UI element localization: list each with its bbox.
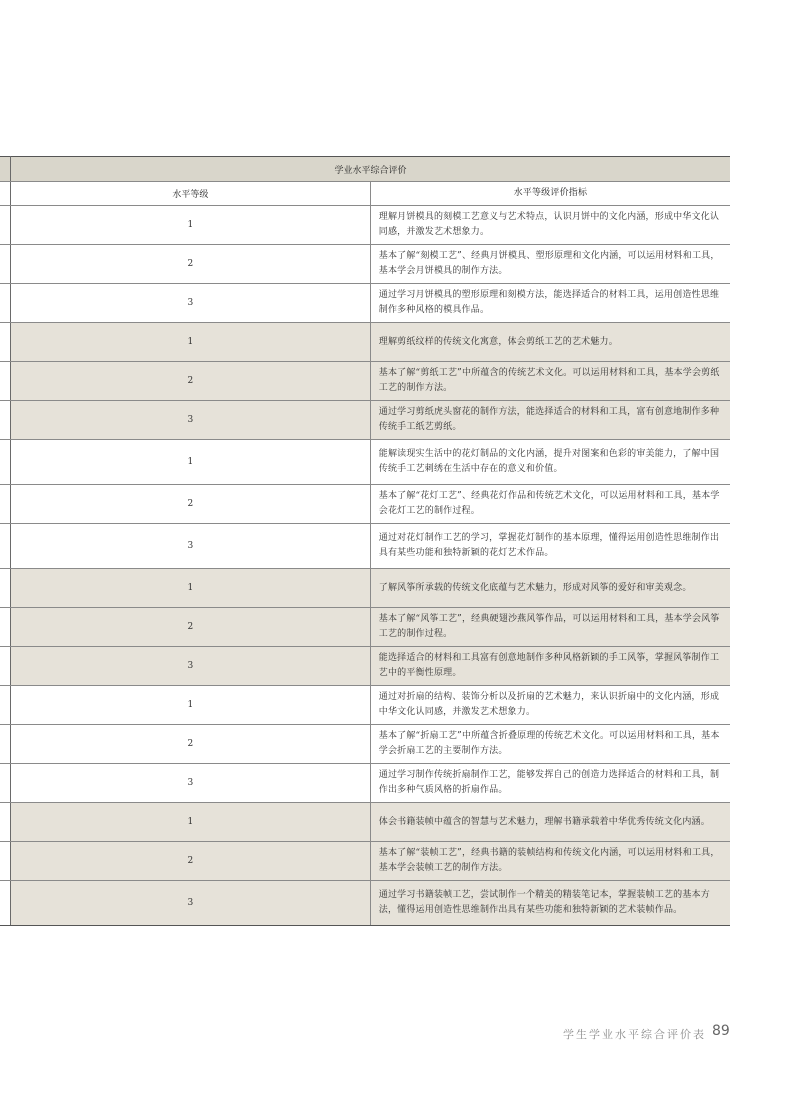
table-row — [0, 725, 730, 764]
indicator-cell: 能解读现实生活中的花灯制品的文化内涵，提升对图案和色彩的审美能力，了解中国传统手工艺刺绣在生活中存在的意义和价值。 — [370, 440, 730, 485]
cropped-column — [0, 157, 11, 182]
indicator-cell: 基本了解“刻模工艺”、经典月饼模具、塑形原理和文化内涵，可以运用材料和工具，基本学会月饼模具的制作方法。 — [370, 245, 730, 284]
table-row — [0, 881, 730, 926]
indicator-cell: 基本了解“折扇工艺”中所蕴含折叠原理的传统艺术文化。可以运用材料和工具，基本学会折扇工艺的主要制作方法。 — [370, 725, 730, 764]
level-cell: 3 — [11, 647, 371, 686]
table-row — [0, 647, 730, 686]
indicator-cell: 基本了解“花灯工艺”、经典花灯作品和传统艺术文化，可以运用材料和工具，基本学会花灯工艺的制作过程。 — [370, 485, 730, 524]
level-cell: 1 — [11, 323, 371, 362]
level-cell: 2 — [11, 245, 371, 284]
table-row — [0, 842, 730, 881]
table-row — [0, 686, 730, 725]
footer-caption: 学生学业水平综合评价表 — [563, 1028, 706, 1041]
table-row — [0, 524, 730, 569]
level-cell: 2 — [11, 842, 371, 881]
indicator-cell: 能选择适合的材料和工具富有创意地制作多种风格新颖的手工风筝，掌握风筝制作工艺中的平衡性原理。 — [370, 647, 730, 686]
level-cell: 2 — [11, 485, 371, 524]
level-cell: 3 — [11, 284, 371, 323]
column-header-level: 水平等级 — [11, 182, 371, 206]
table-row — [0, 608, 730, 647]
indicator-cell: 通过学习剪纸虎头窗花的制作方法，能选择适合的材料和工具，富有创意地制作多种传统手工纸艺剪纸。 — [370, 401, 730, 440]
indicator-cell: 理解月饼模具的刻模工艺意义与艺术特点，认识月饼中的文化内涵，形成中华文化认同感，并激发艺术想象力。 — [370, 206, 730, 245]
indicator-cell: 体会书籍装帧中蕴含的智慧与艺术魅力，理解书籍承载着中华优秀传统文化内涵。 — [370, 803, 730, 842]
table-row — [0, 440, 730, 485]
indicator-cell: 基本了解“装帧工艺”，经典书籍的装帧结构和传统文化内涵，可以运用材料和工具，基本学会装帧工艺的制作方法。 — [370, 842, 730, 881]
table-row — [0, 485, 730, 524]
cropped-column — [0, 182, 11, 206]
level-cell: 3 — [11, 764, 371, 803]
table-row — [0, 245, 730, 284]
table-row — [0, 323, 730, 362]
level-cell: 3 — [11, 401, 371, 440]
indicator-cell: 理解剪纸纹样的传统文化寓意，体会剪纸工艺的艺术魅力。 — [370, 323, 730, 362]
indicator-cell: 通过学习制作传统折扇制作工艺，能够发挥自己的创造力选择适合的材料和工具，制作出多种气质风格的折扇作品。 — [370, 764, 730, 803]
indicator-cell: 基本了解“风筝工艺”，经典硬翅沙燕风筝作品，可以运用材料和工具，基本学会风筝工艺的制作过程。 — [370, 608, 730, 647]
level-cell: 3 — [11, 524, 371, 569]
level-cell: 2 — [11, 362, 371, 401]
table-row — [0, 401, 730, 440]
table-row — [0, 764, 730, 803]
indicator-cell: 通过学习书籍装帧工艺，尝试制作一个精美的精装笔记本，掌握装帧工艺的基本方法，懂得运用创造性思维制作出具有某些功能和独特新颖的艺术装帧作品。 — [370, 881, 730, 926]
level-cell: 2 — [11, 725, 371, 764]
table-title-row — [0, 157, 730, 182]
level-cell: 1 — [11, 803, 371, 842]
table-row — [0, 284, 730, 323]
column-header-indicator: 水平等级评价指标 — [370, 182, 730, 206]
level-cell: 1 — [11, 440, 371, 485]
table-row — [0, 206, 730, 245]
indicator-cell: 通过学习月饼模具的塑形原理和刻模方法，能选择适合的材料工具，运用创造性思维制作多种风格的模具作品。 — [370, 284, 730, 323]
level-cell: 1 — [11, 569, 371, 608]
evaluation-table — [0, 156, 730, 926]
table-row — [0, 569, 730, 608]
level-cell: 1 — [11, 206, 371, 245]
indicator-cell: 通过对花灯制作工艺的学习，掌握花灯制作的基本原理，懂得运用创造性思维制作出具有某些功能和独特新颖的花灯艺术作品。 — [370, 524, 730, 569]
level-cell: 2 — [11, 608, 371, 647]
table-row — [0, 362, 730, 401]
page-number: 89 — [712, 1023, 730, 1039]
level-cell: 1 — [11, 686, 371, 725]
table-header-row — [0, 182, 730, 206]
level-cell: 3 — [11, 881, 371, 926]
indicator-cell: 了解风筝所承载的传统文化底蕴与艺术魅力，形成对风筝的爱好和审美观念。 — [370, 569, 730, 608]
indicator-cell: 通过对折扇的结构、装饰分析以及折扇的艺术魅力，来认识折扇中的文化内涵，形成中华文化认同感，并激发艺术想象力。 — [370, 686, 730, 725]
table-row — [0, 803, 730, 842]
table-title: 学业水平综合评价 — [11, 157, 731, 182]
indicator-cell: 基本了解“剪纸工艺”中所蕴含的传统艺术文化。可以运用材料和工具，基本学会剪纸工艺的制作方法。 — [370, 362, 730, 401]
